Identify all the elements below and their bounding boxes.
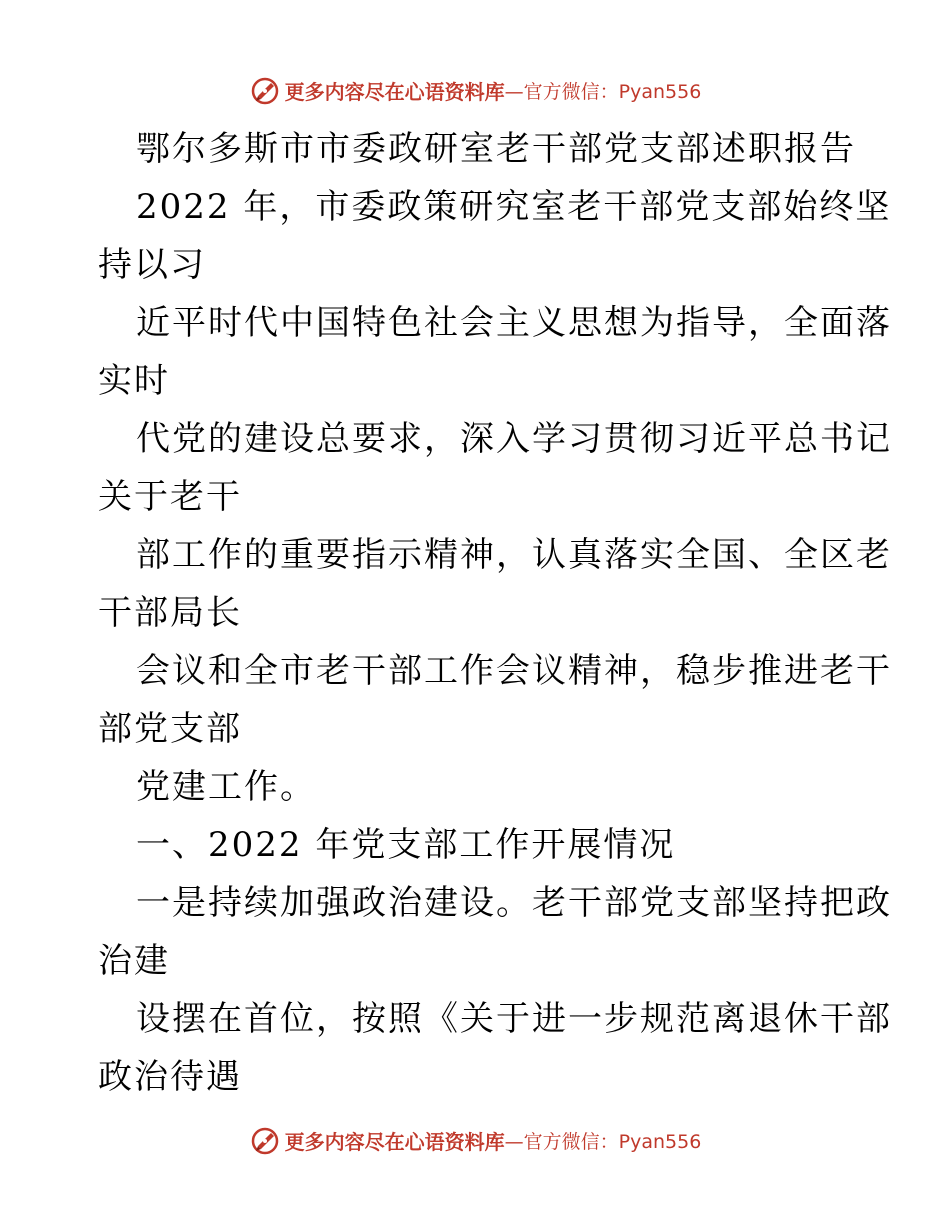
text-line: 会议和全市老干部工作会议精神，稳步推进老干 xyxy=(136,651,892,691)
pen-logo-icon xyxy=(249,1124,281,1156)
text-line: 实时 xyxy=(98,361,170,401)
text-line: 一是持续加强政治建设。老干部党支部坚持把政 xyxy=(136,883,892,923)
footer-banner xyxy=(0,1120,950,1160)
text-line: 党建工作。 xyxy=(136,767,316,807)
document-body xyxy=(98,120,892,1106)
text-line: 部党支部 xyxy=(98,709,242,749)
text-line: 2022 年，市委政策研究室老干部党支部始终坚 xyxy=(136,187,892,227)
banner-sub-text: —官方微信：Pyan556 xyxy=(504,1130,702,1153)
text-line: 近平时代中国特色社会主义思想为指导，全面落 xyxy=(136,303,892,343)
banner-main-text: 更多内容尽在心语资料库 xyxy=(284,1129,505,1154)
text-line: 一、2022 年党支部工作开展情况 xyxy=(136,825,676,865)
text-line: 设摆在首位，按照《关于进一步规范离退休干部 xyxy=(136,999,892,1039)
text-line: 部工作的重要指示精神，认真落实全国、全区老 xyxy=(136,535,892,575)
text-line: 治建 xyxy=(98,941,170,981)
text-line: 代党的建设总要求，深入学习贯彻习近平总书记 xyxy=(136,419,892,459)
text-line: 鄂尔多斯市市委政研室老干部党支部述职报告 xyxy=(136,129,856,169)
pen-logo-icon xyxy=(249,74,281,106)
banner-main-text: 更多内容尽在心语资料库 xyxy=(284,79,505,104)
text-line: 关于老干 xyxy=(98,477,242,517)
banner-sub-text: —官方微信：Pyan556 xyxy=(504,80,702,103)
text-line: 干部局长 xyxy=(98,593,242,633)
text-line: 政治待遇 xyxy=(98,1057,242,1097)
header-banner xyxy=(0,70,950,110)
text-line: 持以习 xyxy=(98,245,206,285)
